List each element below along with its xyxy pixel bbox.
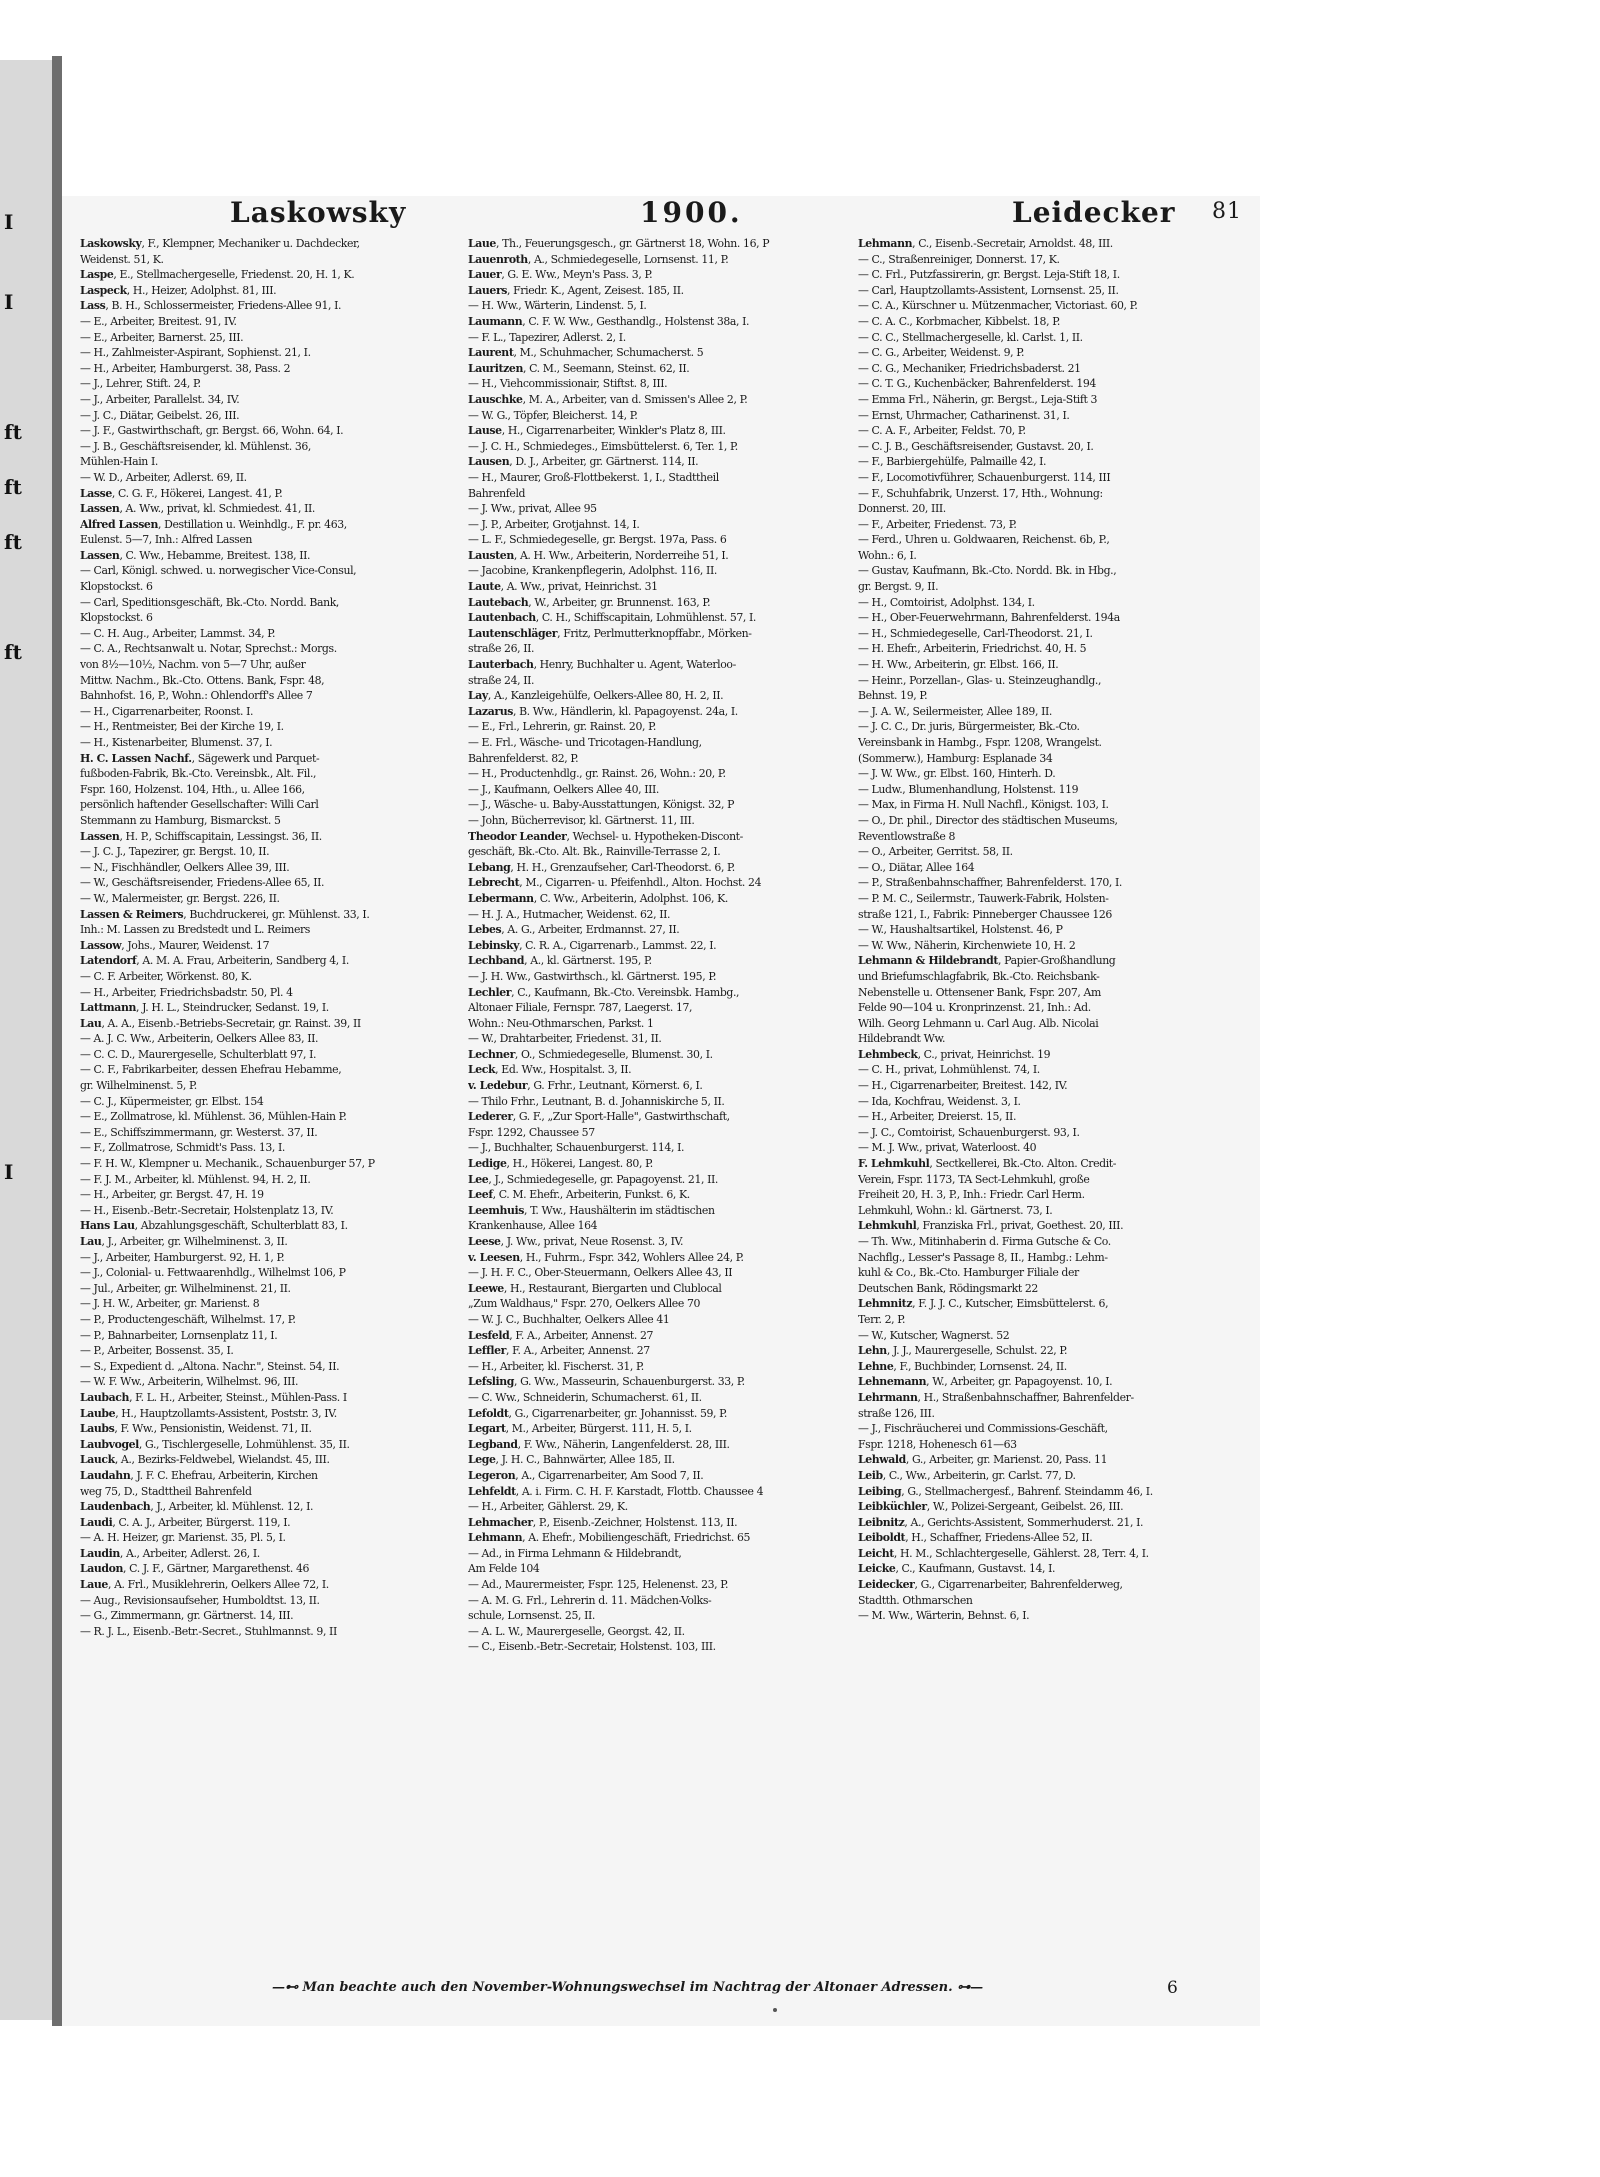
directory-entry: — Ernst, Uhrmacher, Catharinenst. 31, I. [858, 408, 1070, 422]
directory-entry: — Thilo Frhr., Leutnant, B. d. Johanniskirche 5, II. [468, 1094, 725, 1108]
directory-entry: — M. J. Ww., privat, Waterloost. 40 [858, 1141, 1037, 1155]
directory-entry: Laudahn, J. F. C. Ehefrau, Arbeiterin, Kirchen [80, 1468, 318, 1482]
directory-entry: — W., Drahtarbeiter, Friedenst. 31, II. [468, 1032, 662, 1046]
print-mark [773, 2008, 777, 2012]
directory-entry: — E., Zollmatrose, kl. Mühlenst. 36, Mühlen-Hain P. [80, 1110, 347, 1124]
directory-entry: Altonaer Filiale, Fernspr. 787, Laegerst. 17, [468, 1001, 693, 1015]
directory-entry: Laspe, E., Stellmachergeselle, Friedenst. 20, H. 1, K. [80, 268, 355, 282]
directory-entry: — H., Schmiedegeselle, Carl-Theodorst. 21, I. [858, 626, 1093, 640]
directory-entry: Terr. 2, P. [858, 1312, 906, 1326]
directory-entry: H. C. Lassen Nachf., Sägewerk und Parquet- [80, 751, 320, 765]
directory-entry: — J. C. H., Schmiedeges., Eimsbüttelerst. 6, Ter. 1, P. [468, 439, 738, 453]
directory-entry: — C. F., Fabrikarbeiter, dessen Ehefrau Hebamme, [80, 1063, 342, 1077]
directory-entry: Lause, H., Cigarrenarbeiter, Winkler's Platz 8, III. [468, 424, 726, 438]
directory-entry: — Carl, Hauptzollamts-Assistent, Lornsenst. 25, II. [858, 283, 1119, 297]
directory-entry: gr. Bergst. 9, II. [858, 580, 939, 594]
directory-entry: Lassen, A. Ww., privat, kl. Schmiedest. 41, II. [80, 502, 315, 516]
directory-entry: Fspr. 1292, Chaussee 57 [468, 1125, 595, 1139]
directory-entry: straße 24, II. [468, 673, 535, 687]
directory-entry: Lehrmann, H., Straßenbahnschaffner, Bahrenfelder- [858, 1390, 1134, 1404]
header-first-entry: Laskowsky [230, 196, 407, 229]
directory-entry: — J., Arbeiter, Parallelst. 34, IV. [80, 392, 240, 406]
directory-entry: — M. Ww., Wärterin, Behnst. 6, I. [858, 1609, 1030, 1623]
directory-entry: — H., Ober-Feuerwehrmann, Bahrenfelderst. 194a [858, 611, 1120, 625]
directory-entry: — J. C. J., Tapezirer, gr. Bergst. 10, II. [80, 845, 270, 859]
directory-entry: Freiheit 20, H. 3, P., Inh.: Friedr. Carl Herm. [858, 1188, 1085, 1202]
column-1 [80, 236, 440, 1966]
directory-entry: Lebrecht, M., Cigarren- u. Pfeifenhdl., Alton. Hochst. 24 [468, 876, 762, 890]
directory-entry: v. Ledebur, G. Frhr., Leutnant, Körnerst. 6, I. [468, 1079, 703, 1093]
directory-entry: Lauschke, M. A., Arbeiter, van d. Smissen's Allee 2, P. [468, 392, 748, 406]
directory-entry: Leibing, G., Stellmachergesf., Bahrenf. Steindamm 46, I. [858, 1484, 1153, 1498]
directory-entry: Lauenroth, A., Schmiedegeselle, Lornsenst. 11, P. [468, 252, 729, 266]
directory-entry: — C. A. F., Arbeiter, Feldst. 70, P. [858, 424, 1026, 438]
directory-entry: — O., Arbeiter, Gerritst. 58, II. [858, 845, 1013, 859]
directory-entry: — H. Ww., Arbeiterin, gr. Elbst. 166, II. [858, 658, 1059, 672]
directory-entry: — H., Zahlmeister-Aspirant, Sophienst. 21, I. [80, 346, 311, 360]
directory-entry: Laue, A. Frl., Musiklehrerin, Oelkers Allee 72, I. [80, 1578, 329, 1592]
directory-entry: — P., Productengeschäft, Wilhelmst. 17, P. [80, 1312, 296, 1326]
directory-entry: — F., Schuhfabrik, Unzerst. 17, Hth., Wohnung: [858, 486, 1103, 500]
directory-entry: Lehmann & Hildebrandt, Papier-Großhandlung [858, 954, 1116, 968]
directory-entry: — Heinr., Porzellan-, Glas- u. Steinzeughandlg., [858, 673, 1102, 687]
directory-entry: — H., Arbeiter, gr. Bergst. 47, H. 19 [80, 1188, 264, 1202]
prev-page-letter: ft [4, 475, 22, 499]
directory-entry: Hans Lau, Abzahlungsgeschäft, Schulterblatt 83, I. [80, 1219, 348, 1233]
column-2 [468, 236, 828, 1966]
directory-entry: — W. D., Arbeiter, Adlerst. 69, II. [80, 470, 247, 484]
directory-entry: Leef, C. M. Ehefr., Arbeiterin, Funkst. 6, K. [468, 1188, 690, 1202]
directory-entry: Lebinsky, C. R. A., Cigarrenarb., Lammst. 22, I. [468, 938, 717, 952]
directory-entry: — E., Frl., Lehrerin, gr. Rainst. 20, P. [468, 720, 656, 734]
directory-entry: — H. Ehefr., Arbeiterin, Friedrichst. 40, H. 5 [858, 642, 1087, 656]
directory-entry: — H., Maurer, Groß-Flottbekerst. 1, I., Stadttheil [468, 470, 719, 484]
directory-entry: — H., Arbeiter, Hamburgerst. 38, Pass. 2 [80, 361, 291, 375]
directory-entry: Fspr. 160, Holzenst. 104, Hth., u. Allee 166, [80, 782, 305, 796]
directory-entry: — A. L. W., Maurergeselle, Georgst. 42, II. [468, 1624, 685, 1638]
directory-entry: Laspeck, H., Heizer, Adolphst. 81, III. [80, 283, 277, 297]
directory-entry: — Jul., Arbeiter, gr. Wilhelminenst. 21, II. [80, 1281, 291, 1295]
directory-entry: Lau, A. A., Eisenb.-Betriebs-Secretair, gr. Rainst. 39, II [80, 1016, 361, 1030]
directory-entry: Lasse, C. G. F., Hökerei, Langest. 41, P. [80, 486, 283, 500]
directory-entry: — F., Arbeiter, Friedenst. 73, P. [858, 517, 1017, 531]
directory-entry: straße 126, III. [858, 1406, 935, 1420]
directory-entry: — H., Cigarrenarbeiter, Breitest. 142, IV. [858, 1079, 1068, 1093]
prev-page-letter: I [4, 290, 14, 314]
directory-entry: Lechner, O., Schmiedegeselle, Blumenst. 30, I. [468, 1047, 713, 1061]
directory-entry: Lauritzen, C. M., Seemann, Steinst. 62, II. [468, 361, 690, 375]
directory-entry: Lehwald, G., Arbeiter, gr. Marienst. 20, Pass. 11 [858, 1453, 1108, 1467]
directory-entry: — O., Diätar, Allee 164 [858, 860, 975, 874]
directory-entry: Lebes, A. G., Arbeiter, Erdmannst. 27, II. [468, 923, 680, 937]
directory-entry: — H. Ww., Wärterin, Lindenst. 5, I. [468, 299, 647, 313]
directory-entry: — F. L., Tapezirer, Adlerst. 2, I. [468, 330, 626, 344]
directory-entry: — J. A. W., Seilermeister, Allee 189, II. [858, 704, 1052, 718]
directory-entry: persönlich haftender Gesellschafter: Willi Carl [80, 798, 319, 812]
directory-entry: Krankenhause, Allee 164 [468, 1219, 598, 1233]
directory-entry: — J., Kaufmann, Oelkers Allee 40, III. [468, 782, 659, 796]
header-year: 1900. [640, 196, 743, 229]
directory-entry: Leicht, H. M., Schlachtergeselle, Gählerst. 28, Terr. 4, I. [858, 1546, 1149, 1560]
directory-entry: Laudon, C. J. F., Gärtner, Margarethenst. 46 [80, 1562, 310, 1576]
directory-entry: — W., Haushaltsartikel, Holstenst. 46, P [858, 923, 1063, 937]
directory-entry: — C. C. D., Maurergeselle, Schulterblatt 97, I. [80, 1047, 317, 1061]
directory-entry: Leiboldt, H., Schaffner, Friedens-Allee 52, II. [858, 1531, 1093, 1545]
directory-entry: fußboden-Fabrik, Bk.-Cto. Vereinsbk., Alt. Fil., [80, 767, 317, 781]
directory-entry: Nebenstelle u. Ottensener Bank, Fspr. 207, Am [858, 985, 1101, 999]
directory-entry: Klopstockst. 6 [80, 580, 153, 594]
directory-entry: Lechband, A., kl. Gärtnerst. 195, P. [468, 954, 652, 968]
directory-entry: weg 75, D., Stadttheil Bahrenfeld [80, 1484, 252, 1498]
directory-entry: — O., Dr. phil., Director des städtischen Museums, [858, 813, 1118, 827]
directory-entry: Hildebrandt Ww. [858, 1032, 946, 1046]
directory-entry: — H., Productenhdlg., gr. Rainst. 26, Wohn.: 20, P. [468, 767, 726, 781]
directory-entry: — J. P., Arbeiter, Grotjahnst. 14, I. [468, 517, 640, 531]
directory-entry: Lauers, Friedr. K., Agent, Zeisest. 185, II. [468, 283, 684, 297]
directory-entry: — J. W. Ww., gr. Elbst. 160, Hinterh. D. [858, 767, 1056, 781]
prev-page-letter: ft [4, 530, 22, 554]
directory-entry: Lau, J., Arbeiter, gr. Wilhelminenst. 3, II. [80, 1235, 288, 1248]
directory-entry: — J. C. C., Dr. juris, Bürgermeister, Bk.-Cto. [858, 720, 1080, 734]
directory-entry: — H., Kistenarbeiter, Blumenst. 37, I. [80, 736, 273, 749]
directory-entry: Laubvogel, G., Tischlergeselle, Lohmühlenst. 35, II. [80, 1437, 350, 1451]
directory-entry: Laube, H., Hauptzollamts-Assistent, Poststr. 3, IV. [80, 1406, 337, 1420]
directory-entry: Vereinsbank in Hambg., Fspr. 1208, Wrangelst. [858, 736, 1102, 749]
directory-entry: — J. C., Comtoirist, Schauenburgerst. 93, I. [858, 1125, 1080, 1139]
directory-entry: Laudenbach, J., Arbeiter, kl. Mühlenst. 12, I. [80, 1500, 314, 1514]
directory-entry: — A. M. G. Frl., Lehrerin d. 11. Mädchen-Volks- [468, 1593, 712, 1607]
directory-entry: — C. H., privat, Lohmühlenst. 74, I. [858, 1063, 1040, 1077]
directory-entry: — W., Kutscher, Wagnerst. 52 [858, 1328, 1010, 1342]
directory-entry: Lauck, A., Bezirks-Feldwebel, Wielandst. 45, III. [80, 1453, 330, 1467]
directory-entry: — H., Arbeiter, Friedrichsbadstr. 50, Pl. 4 [80, 985, 293, 999]
directory-entry: — F. J. M., Arbeiter, kl. Mühlenst. 94, H. 2, II. [80, 1172, 311, 1186]
directory-entry: — Emma Frl., Näherin, gr. Bergst., Leja-Stift 3 [858, 392, 1098, 406]
directory-entry: „Zum Waldhaus," Fspr. 270, Oelkers Allee 70 [468, 1297, 701, 1311]
directory-entry: — E., Arbeiter, Breitest. 91, IV. [80, 314, 237, 328]
directory-entry: — W. F. Ww., Arbeiterin, Wilhelmst. 96, III. [80, 1375, 299, 1389]
directory-entry: (Sommerw.), Hamburg: Esplanade 34 [858, 751, 1053, 765]
directory-entry: Theodor Leander, Wechsel- u. Hypotheken-Discont- [468, 829, 743, 843]
directory-entry: Bahrenfelderst. 82, P. [468, 751, 579, 765]
directory-entry: Lehnemann, W., Arbeiter, gr. Papagoyenst. 10, I. [858, 1375, 1113, 1389]
prev-page-letter: I [4, 210, 14, 234]
directory-entry: Lazarus, B. Ww., Händlerin, kl. Papagoyenst. 24a, I. [468, 704, 738, 718]
directory-entry: Lehn, J. J., Maurergeselle, Schulst. 22, P. [858, 1344, 1068, 1358]
directory-entry: Lehfeldt, A. i. Firm. C. H. F. Karstadt, Flottb. Chaussee 4 [468, 1484, 764, 1498]
directory-entry: — J., Colonial- u. Fettwaarenhdlg., Wilhelmst 106, P [80, 1266, 346, 1280]
directory-entry: — A. H. Heizer, gr. Marienst. 35, Pl. 5, I. [80, 1531, 286, 1545]
directory-entry: Wohn.: Neu-Othmarschen, Parkst. 1 [468, 1016, 654, 1030]
directory-entry: — J. H. Ww., Gastwirthsch., kl. Gärtnerst. 195, P. [468, 969, 717, 983]
directory-entry: Lassow, Johs., Maurer, Weidenst. 17 [80, 938, 270, 952]
directory-entry: Lehne, F., Buchbinder, Lornsenst. 24, II. [858, 1359, 1067, 1373]
directory-entry: — Ludw., Blumenhandlung, Holstenst. 119 [858, 782, 1079, 796]
prev-page-letter: I [4, 1160, 14, 1184]
directory-entry: schule, Lornsenst. 25, II. [468, 1609, 595, 1623]
directory-entry: Lass, B. H., Schlossermeister, Friedens-Allee 91, I. [80, 299, 342, 313]
directory-entry: gr. Wilhelminenst. 5, P. [80, 1079, 197, 1093]
directory-entry: Lautenbach, C. H., Schiffscapitain, Lohmühlenst. 57, I. [468, 611, 756, 625]
directory-entry: — C. Frl., Putzfassirerin, gr. Bergst. Leja-Stift 18, I. [858, 268, 1120, 282]
directory-entry: — Jacobine, Krankenpflegerin, Adolphst. 116, II. [468, 564, 717, 578]
directory-entry: — P., Straßenbahnschaffner, Bahrenfelderst. 170, I. [858, 876, 1122, 890]
directory-entry: Lefoldt, G., Cigarrenarbeiter, gr. Johannisst. 59, P. [468, 1406, 727, 1420]
directory-entry: Reventlowstraße 8 [858, 829, 955, 843]
directory-entry: Eulenst. 5—7, Inh.: Alfred Lassen [80, 533, 253, 547]
directory-entry: — H., Comtoirist, Adolphst. 134, I. [858, 595, 1035, 609]
directory-entry: — N., Fischhändler, Oelkers Allee 39, III. [80, 860, 290, 874]
directory-entry: Lefsling, G. Ww., Masseurin, Schauenburgerst. 33, P. [468, 1375, 745, 1389]
directory-entry: Leese, J. Ww., privat, Neue Rosenst. 3, IV. [468, 1235, 684, 1248]
directory-entry: Laubs, F. Ww., Pensionistin, Weidenst. 71, II. [80, 1422, 312, 1436]
directory-entry: — L. F., Schmiedegeselle, gr. Bergst. 197a, Pass. 6 [468, 533, 727, 547]
directory-entry: — C. G., Mechaniker, Friedrichsbaderst. 21 [858, 361, 1081, 375]
directory-entry: — H., Cigarrenarbeiter, Roonst. I. [80, 704, 254, 718]
directory-entry: — H., Eisenb.-Betr.-Secretair, Holstenplatz 13, IV. [80, 1203, 334, 1217]
directory-entry: — C. A., Kürschner u. Mützenmacher, Victoriast. 60, P. [858, 299, 1138, 313]
directory-entry: — P. M. C., Seilermstr., Tauwerk-Fabrik, Holsten- [858, 891, 1109, 905]
directory-entry: Deutschen Bank, Rödingsmarkt 22 [858, 1281, 1038, 1295]
directory-entry: — J., Arbeiter, Hamburgerst. 92, H. 1, P. [80, 1250, 285, 1264]
directory-entry: — S., Expedient d. „Altona. Nachr.", Steinst. 54, II. [80, 1359, 340, 1373]
directory-entry: — C. T. G., Kuchenbäcker, Bahrenfelderst. 194 [858, 377, 1096, 391]
directory-entry: Leffler, F. A., Arbeiter, Annenst. 27 [468, 1344, 650, 1358]
directory-entry: Wilh. Georg Lehmann u. Carl Aug. Alb. Nicolai [858, 1016, 1099, 1030]
directory-entry: — C. A., Rechtsanwalt u. Notar, Sprechst.: Morgs. [80, 642, 337, 656]
directory-entry: Lassen, H. P., Schiffscapitain, Lessingst. 36, II. [80, 829, 322, 843]
signature-number: 6 [1167, 1978, 1178, 1998]
directory-entry: — H., Arbeiter, Dreierst. 15, II. [858, 1110, 1017, 1124]
header-last-entry: Leidecker [1012, 196, 1176, 229]
directory-entry: — C. J. B., Geschäftsreisender, Gustavst. 20, I. [858, 439, 1094, 453]
directory-entry: Wohn.: 6, I. [858, 548, 917, 562]
directory-entry: Lausten, A. H. Ww., Arbeiterin, Norderreihe 51, I. [468, 548, 729, 562]
directory-entry: — Max, in Firma H. Null Nachfl., Königst. 103, I. [858, 798, 1109, 812]
directory-entry: Lederer, G. F., „Zur Sport-Halle", Gastwirthschaft, [468, 1110, 730, 1124]
entry-columns [62, 236, 1260, 1966]
directory-entry: straße 121, I., Fabrik: Pinneberger Chaussee 126 [858, 907, 1112, 921]
directory-entry: geschäft, Bk.-Cto. Alt. Bk., Rainville-Terrasse 2, I. [468, 845, 721, 859]
directory-entry: — W. J. C., Buchhalter, Oelkers Allee 41 [468, 1312, 670, 1326]
directory-entry: — J., Buchhalter, Schauenburgerst. 114, I. [468, 1141, 685, 1155]
directory-entry: — A. J. C. Ww., Arbeiterin, Oelkers Allee 83, II. [80, 1032, 319, 1046]
directory-entry: — H., Arbeiter, kl. Fischerst. 31, P. [468, 1359, 644, 1373]
directory-entry: kuhl & Co., Bk.-Cto. Hamburger Filiale der [858, 1266, 1079, 1280]
directory-entry: Laute, A. Ww., privat, Heinrichst. 31 [468, 580, 658, 594]
directory-entry: Leck, Ed. Ww., Hospitalst. 3, II. [468, 1063, 632, 1077]
directory-entry: — J. B., Geschäftsreisender, kl. Mühlenst. 36, [80, 439, 311, 453]
directory-entry: — H., Rentmeister, Bei der Kirche 19, I. [80, 720, 284, 734]
directory-entry: Fspr. 1218, Hohenesch 61—63 [858, 1437, 1017, 1451]
directory-entry: Lehmann, C., Eisenb.-Secretair, Arnoldst. 48, III. [858, 237, 1113, 250]
directory-entry: — J. F., Gastwirthschaft, gr. Bergst. 66, Wohn. 64, I. [80, 424, 344, 438]
directory-entry: Lebang, H. H., Grenzaufseher, Carl-Theodorst. 6, P. [468, 860, 735, 874]
directory-entry: Lay, A., Kanzleigehülfe, Oelkers-Allee 80, H. 2, II. [468, 689, 724, 703]
directory-entry: Behnst. 19, P. [858, 689, 928, 703]
directory-entry: Lautebach, W., Arbeiter, gr. Brunnenst. 163, P. [468, 595, 711, 609]
directory-entry: — Ad., in Firma Lehmann & Hildebrandt, [468, 1546, 682, 1560]
directory-entry: Laurent, M., Schuhmacher, Schumacherst. 5 [468, 346, 704, 360]
directory-entry: Leibküchler, W., Polizei-Sergeant, Geibelst. 26, III. [858, 1500, 1124, 1514]
directory-entry: — Carl, Königl. schwed. u. norwegischer Vice-Consul, [80, 564, 357, 578]
directory-entry: Lehmbeck, C., privat, Heinrichst. 19 [858, 1047, 1051, 1061]
directory-entry: Legart, M., Arbeiter, Bürgerst. 111, H. 5, I. [468, 1422, 692, 1436]
directory-entry: Lege, J. H. C., Bahnwärter, Allee 185, II. [468, 1453, 675, 1467]
directory-entry: — P., Bahnarbeiter, Lornsenplatz 11, I. [80, 1328, 278, 1342]
directory-entry: Ledige, H., Hökerei, Langest. 80, P. [468, 1157, 653, 1171]
directory-entry: Laudin, A., Arbeiter, Adlerst. 26, I. [80, 1546, 260, 1560]
directory-entry: Mühlen-Hain I. [80, 455, 158, 469]
directory-entry: — Aug., Revisionsaufseher, Humboldtst. 13, II. [80, 1593, 320, 1607]
directory-entry: Laue, Th., Feuerungsgesch., gr. Gärtnerst 18, Wohn. 16, P [468, 237, 770, 250]
directory-entry: Leemhuis, T. Ww., Haushälterin im städtischen [468, 1203, 715, 1217]
directory-entry: Inh.: M. Lassen zu Bredstedt und L. Reimers [80, 923, 310, 937]
directory-entry: — J. C., Diätar, Geibelst. 26, III. [80, 408, 240, 422]
directory-entry: — E. Frl., Wäsche- und Tricotagen-Handlung, [468, 736, 702, 749]
directory-entry: Verein, Fspr. 1173, TA Sect-Lehmkuhl, große [858, 1172, 1090, 1186]
directory-entry: — F., Barbiergehülfe, Palmaille 42, I. [858, 455, 1047, 469]
directory-entry: Weidenst. 51, K. [80, 252, 164, 266]
directory-entry: Legband, F. Ww., Näherin, Langenfelderst. 28, III. [468, 1437, 730, 1451]
prev-page-letter: ft [4, 420, 22, 444]
directory-entry: Lehmacher, P., Eisenb.-Zeichner, Holstenst. 113, II. [468, 1515, 738, 1529]
directory-entry: — Carl, Speditionsgeschäft, Bk.-Cto. Nordd. Bank, [80, 595, 339, 609]
directory-entry: Leib, C., Ww., Arbeiterin, gr. Carlst. 77, D. [858, 1468, 1076, 1482]
directory-entry: Lattmann, J. H. L., Steindrucker, Sedanst. 19, I. [80, 1001, 329, 1015]
directory-entry: Laubach, F. L. H., Arbeiter, Steinst., Mühlen-Pass. I [80, 1390, 347, 1404]
book-gutter [52, 56, 62, 2026]
directory-entry: Lehmnitz, F. J. J. C., Kutscher, Eimsbüttelerst. 6, [858, 1297, 1109, 1311]
directory-entry: Lassen & Reimers, Buchdruckerei, gr. Mühlenst. 33, I. [80, 907, 370, 921]
directory-entry: — H., Viehcommissionair, Stiftst. 8, III. [468, 377, 668, 391]
directory-entry: — Gustav, Kaufmann, Bk.-Cto. Nordd. Bk. in Hbg., [858, 564, 1117, 578]
directory-entry: straße 26, II. [468, 642, 535, 656]
prev-page-letter: ft [4, 640, 22, 664]
directory-entry: — F., Zollmatrose, Schmidt's Pass. 13, I. [80, 1141, 285, 1155]
directory-entry: Lebermann, C. Ww., Arbeiterin, Adolphst. 106, K. [468, 891, 728, 905]
directory-entry: Lautenschläger, Fritz, Perlmutterknopffabr., Mörken- [468, 626, 752, 640]
page-header [62, 196, 1260, 232]
directory-entry: Donnerst. 20, III. [858, 502, 946, 516]
directory-entry: Stadtth. Othmarschen [858, 1593, 973, 1607]
directory-entry: — C., Eisenb.-Betr.-Secretair, Holstenst. 103, III. [468, 1640, 716, 1654]
directory-entry: Stemmann zu Hamburg, Bismarckst. 5 [80, 813, 281, 827]
directory-entry: — C. J., Küpermeister, gr. Elbst. 154 [80, 1094, 264, 1108]
directory-entry: Bahrenfeld [468, 486, 526, 500]
directory-entry: — W., Geschäftsreisender, Friedens-Allee 65, II. [80, 876, 325, 890]
directory-entry: — C. Ww., Schneiderin, Schumacherst. 61, II. [468, 1390, 702, 1404]
directory-entry: von 8½—10½, Nachm. von 5—7 Uhr, außer [80, 658, 306, 672]
page-footer [62, 1978, 1260, 2002]
directory-entry: — J. H. F. C., Ober-Steuermann, Oelkers Allee 43, II [468, 1266, 733, 1280]
directory-page [62, 196, 1260, 2026]
directory-entry: Lehmann, A. Ehefr., Mobiliengeschäft, Friedrichst. 65 [468, 1531, 751, 1545]
directory-entry: Laskowsky, F., Klempner, Mechaniker u. Dachdecker, [80, 237, 360, 250]
directory-entry: Lassen, C. Ww., Hebamme, Breitest. 138, II. [80, 548, 311, 562]
footer-note: —⊷ Man beachte auch den November-Wohnungswechsel im Nachtrag der Altonaer Adressen. ⊶— [272, 1980, 984, 1995]
column-3 [858, 236, 1218, 1966]
directory-entry: Lesfeld, F. A., Arbeiter, Annenst. 27 [468, 1328, 654, 1342]
directory-entry: — E., Arbeiter, Barnerst. 25, III. [80, 330, 244, 344]
directory-entry: — C. A. C., Korbmacher, Kibbelst. 18, P. [858, 314, 1060, 328]
directory-entry: — W., Malermeister, gr. Bergst. 226, II. [80, 891, 280, 905]
directory-entry: — G., Zimmermann, gr. Gärtnerst. 14, III. [80, 1609, 294, 1623]
directory-entry: Lee, J., Schmiedegeselle, gr. Papagoyenst. 21, II. [468, 1172, 718, 1186]
previous-page-edge [0, 60, 55, 2020]
directory-entry: Nachflg., Lesser's Passage 8, II., Hambg.: Lehm- [858, 1250, 1108, 1264]
directory-entry: — H. J. A., Hutmacher, Weidenst. 62, II. [468, 907, 671, 921]
directory-entry: — W. Ww., Näherin, Kirchenwiete 10, H. 2 [858, 938, 1076, 952]
directory-entry: Lauterbach, Henry, Buchhalter u. Agent, Waterloo- [468, 658, 736, 672]
directory-entry: Leicke, C., Kaufmann, Gustavst. 14, I. [858, 1562, 1056, 1576]
directory-entry: — H., Arbeiter, Gählerst. 29, K. [468, 1500, 628, 1514]
directory-entry: Lechler, C., Kaufmann, Bk.-Cto. Vereinsbk. Hambg., [468, 985, 740, 999]
directory-entry: Leibnitz, A., Gerichts-Assistent, Sommerhuderst. 21, I. [858, 1515, 1144, 1529]
directory-entry: — Ad., Maurermeister, Fspr. 125, Helenenst. 23, P. [468, 1578, 729, 1592]
directory-entry: Bahnhofst. 16, P., Wohn.: Ohlendorff's Allee 7 [80, 689, 313, 703]
directory-entry: Leewe, H., Restaurant, Biergarten und Clublocal [468, 1281, 722, 1295]
directory-entry: — J., Lehrer, Stift. 24, P. [80, 377, 201, 391]
directory-entry: Laudi, C. A. J., Arbeiter, Bürgerst. 119, I. [80, 1515, 291, 1529]
directory-entry: F. Lehmkuhl, Sectkellerei, Bk.-Cto. Alton. Credit- [858, 1157, 1117, 1171]
directory-entry: — F. H. W., Klempner u. Mechanik., Schauenburger 57, P [80, 1157, 375, 1171]
directory-entry: — F., Locomotivführer, Schauenburgerst. 114, III [858, 470, 1111, 484]
directory-entry: Leidecker, G., Cigarrenarbeiter, Bahrenfelderweg, [858, 1578, 1123, 1592]
directory-entry: — P., Arbeiter, Bossenst. 35, I. [80, 1344, 234, 1358]
directory-entry: und Briefumschlagfabrik, Bk.-Cto. Reichsbank- [858, 969, 1100, 983]
directory-entry: Latendorf, A. M. A. Frau, Arbeiterin, Sandberg 4, I. [80, 954, 349, 968]
directory-entry: Mittw. Nachm., Bk.-Cto. Ottens. Bank, Fspr. 48, [80, 673, 325, 687]
directory-entry: Klopstockst. 6 [80, 611, 153, 625]
directory-entry: — John, Bücherrevisor, kl. Gärtnerst. 11, III. [468, 813, 695, 827]
directory-entry: — C. F. Arbeiter, Wörkenst. 80, K. [80, 969, 252, 983]
directory-entry: — C., Straßenreiniger, Donnerst. 17, K. [858, 252, 1060, 266]
directory-entry: v. Leesen, H., Fuhrm., Fspr. 342, Wohlers Allee 24, P. [468, 1250, 744, 1264]
directory-entry: — E., Schiffszimmermann, gr. Westerst. 37, II. [80, 1125, 318, 1139]
directory-entry: — J. Ww., privat, Allee 95 [468, 502, 597, 516]
directory-entry: — Ida, Kochfrau, Weidenst. 3, I. [858, 1094, 1021, 1108]
directory-entry: — R. J. L., Eisenb.-Betr.-Secret., Stuhlmannst. 9, II [80, 1624, 337, 1638]
directory-entry: — Th. Ww., Mitinhaberin d. Firma Gutsche & Co. [858, 1235, 1111, 1248]
directory-entry: Am Felde 104 [468, 1562, 540, 1576]
directory-entry: — J., Wäsche- u. Baby-Ausstattungen, Königst. 32, P [468, 798, 735, 812]
directory-entry: — W. G., Töpfer, Bleicherst. 14, P. [468, 408, 638, 422]
directory-entry: Felde 90—104 u. Kronprinzenst. 21, Inh.: Ad. [858, 1001, 1091, 1015]
page-number: 81 [1212, 199, 1242, 224]
directory-entry: — C. G., Arbeiter, Weidenst. 9, P. [858, 346, 1025, 360]
directory-entry: Legeron, A., Cigarrenarbeiter, Am Sood 7, II. [468, 1468, 704, 1482]
directory-entry: Lausen, D. J., Arbeiter, gr. Gärtnerst. 114, II. [468, 455, 699, 469]
directory-entry: Lehmkuhl, Wohn.: kl. Gärtnerst. 73, I. [858, 1203, 1053, 1217]
directory-entry: — Ferd., Uhren u. Goldwaaren, Reichenst. 6b, P., [858, 533, 1110, 547]
directory-entry: Laumann, C. F. W. Ww., Gesthandlg., Holstenst 38a, I. [468, 314, 750, 328]
directory-entry: — J. H. W., Arbeiter, gr. Marienst. 8 [80, 1297, 260, 1311]
directory-entry: — C. H. Aug., Arbeiter, Lammst. 34, P. [80, 626, 276, 640]
directory-entry: — J., Fischräucherei und Commissions-Geschäft, [858, 1422, 1108, 1436]
directory-entry: Lauer, G. E. Ww., Meyn's Pass. 3, P. [468, 268, 653, 282]
directory-entry: — C. C., Stellmachergeselle, kl. Carlst. 1, II. [858, 330, 1083, 344]
directory-entry: Lehmkuhl, Franziska Frl., privat, Goethest. 20, III. [858, 1219, 1124, 1233]
directory-entry: Alfred Lassen, Destillation u. Weinhdlg., F. pr. 463, [80, 517, 347, 531]
